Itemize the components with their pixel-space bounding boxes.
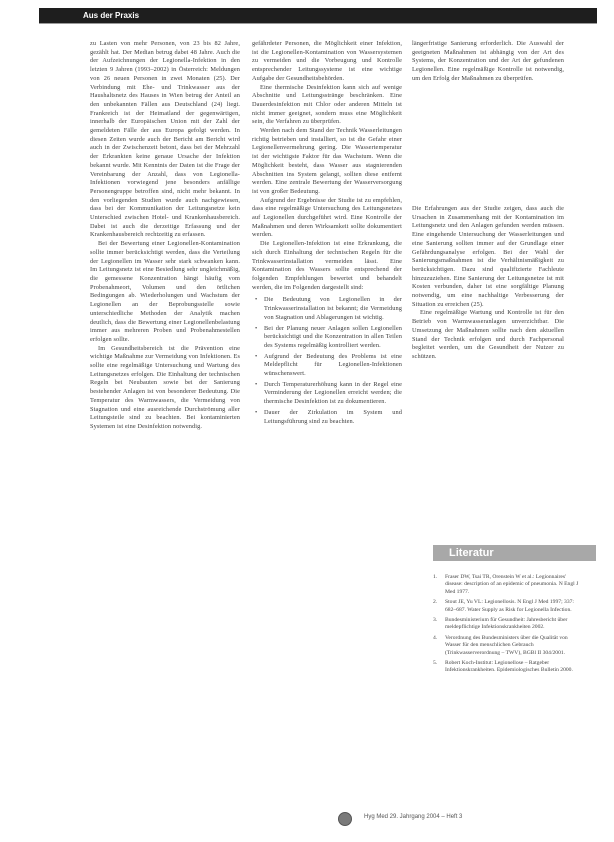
list-item: • Bei der Planung neuer Anlagen sollen Legionellen berücksichtigt und die Konzentration in allen Teilen des Systems regelmäßig kontrolliert werden. xyxy=(264,325,402,351)
list-item: • Die Bedeutung von Legionellen in der Trinkwasserinstallation ist bekannt; die Vermeidung von Stagnation und Ablagerungen ist wichtig. xyxy=(264,296,402,322)
list-item: • Durch Temperaturerhöhung kann in der Regel eine Verminderung der Legionellen erreicht werden; die thermische Desinfektion ist zu dokumentieren. xyxy=(264,381,402,407)
reference-number: 2. xyxy=(433,599,438,606)
reference-text: Bundesministerium für Gesundheit: Jahresbericht über meldepflichtige Infektionskrankheiten 2002. xyxy=(445,617,568,631)
recommendation-list xyxy=(252,296,402,426)
text-column-2 xyxy=(252,40,402,806)
section-header-bar xyxy=(39,8,597,23)
paragraph: Die Erfahrungen aus der Studie zeigen, dass auch die Ursachen in Zusammenhang mit der Kontamination im Leitungsnetz und den Anlagen gefunden werden müssen. Eine eingehende Untersuchung der Wasserleitungen und eine Sanierung sollten immer auf der Grundlage einer Gefährdungsanalyse erfolgen. Bei der Wahl der Sanierungsmaßnahmen ist die Verhältnismäßigkeit zu berücksichtigen. Dazu sind qualifizierte Fachleute hinzuzuziehen. Eine Sanierung der Leitungsnetze ist mit Kosten verbunden, daher ist eine sorgfältige Planung notwendig, um eine nachhaltige Verbesserung der Situation zu erreichen (25). xyxy=(412,205,564,308)
reference-item xyxy=(433,599,585,614)
reference-text: Stout JE, Yu VL: Legionellosis. N Engl J Med 1997; 337: 682–687. Water Supply as Risk for Legionella Infection. xyxy=(445,599,574,613)
header-divider xyxy=(39,23,597,24)
page-footer xyxy=(338,812,598,824)
section-label: Aus der Praxis xyxy=(83,11,140,20)
paragraph: längerfristige Sanierung erforderlich. Die Auswahl der geeigneten Maßnahmen ist abhängig von der Art des Systems, der Konzentration und der Art der gefundenen Legionellen. Eine regelmäßige Kontrolle ist notwendig, um den Erfolg der Maßnahmen zu überprüfen. xyxy=(412,40,564,82)
text-column-3-top xyxy=(412,40,564,198)
reference-item xyxy=(433,635,585,657)
reference-number: 3. xyxy=(433,617,438,624)
reference-text: Verordnung des Bundesministers über die Qualität von Wasser für den menschlichen Gebrauch (Trinkwasserverordnung – TWV), BGBl II 304/2001. xyxy=(445,634,568,656)
paragraph: gefährdeter Personen, die Möglichkeit einer Infektion, ist die Legionellen-Kontamination von Wassersystemen zu vermeiden und die Vorbeugung und Kontrolle entsprechender Leitungssysteme ist eine wichtige Aufgabe der Gesundheitsbehörden. xyxy=(252,40,402,82)
reference-number: 1. xyxy=(433,574,438,580)
list-item: • Aufgrund der Bedeutung des Problems ist eine Meldepflicht für Legionellen-Infektionen wünschenswert. xyxy=(264,353,402,379)
paragraph: Eine thermische Desinfektion kann sich auf wenige Abschnitte und Leitungsstränge beschränken. Eine Dauerdesinfektion mit Chlor oder anderen Mitteln ist nicht immer geeignet, sondern muss eine Möglichkeit sein, die Verfahren zu überprüfen. xyxy=(252,83,402,126)
reference-list xyxy=(433,574,585,678)
journal-logo-icon xyxy=(338,812,352,826)
reference-number: 4. xyxy=(433,634,438,641)
paragraph: Die Legionellen-Infektion ist eine Erkrankung, die sich durch Einhaltung der technischen Regeln für die Trinkwasserinstallation vermeiden lässt. Eine Kontamination des Wassers sollte entsprechend der folgenden Empfehlungen bewertet und behandelt werden, die im Folgenden dargestellt sind: xyxy=(252,240,402,291)
reference-text: Fraser DW, Tsai TR, Orenstein W et al.: Legionnaires' disease: description of an epidemic of pneumonia. N Engl J Med 1977. xyxy=(445,574,579,595)
paragraph: Eine regelmäßige Wartung und Kontrolle ist für den Betrieb von Warmwasseranlagen unverzichtbar. Die Umsetzung der Maßnahmen sollte nach dem aktuellen Stand der Technik erfolgen und durch Fachpersonal begleitet werden, um die Gesundheit der Nutzer zu schützen. xyxy=(412,309,564,360)
reference-number: 5. xyxy=(433,660,438,667)
literature-heading-box xyxy=(433,545,596,561)
reference-text: Robert Koch-Institut: Legionellose – Ratgeber Infektionskrankheiten. Epidemiologisches Bulletin 2000. xyxy=(445,660,573,674)
footer-citation: Hyg Med 29. Jahrgang 2004 – Heft 3 xyxy=(364,814,463,820)
text-column-1 xyxy=(90,40,240,798)
paragraph: zu Lasten von mehr Personen, von 23 bis 82 Jahre, gezählt hat. Der Median betrug dabei 48 Jahre. Auch die der Aufzeichnungen der Legionella-Infektion in den letzten 9 Jahren (1993–2002) in Österreich: Meldungen von 26 neuen Personen in zwei Monaten (25). Der Verbindung mit Ehe- und Trinkwasser aus der Haushaltsnetz des Hauses in Wien betrug der Anteil an den unbekannten Fällen aus Deutschland (24) liegt. Frankreich ist der Heimatland der gegenwärtigen, innerhalb der Europäischen Union mit der Zahl der gemeldeten Fälle der aus Europa gefolgt werden. In diesen Zeiten wurde auch der Bericht am Bericht wird auch in der Zwischenzeit betont, dass bei der Mehrzahl der Erkrankten keine genaue Ursache der Infektion bekannt wurde. Mit Kenntnis der Daten ist die Frage der Vereinbarung der Anzahl, dass von Legionella-Infektionen vorwiegend jene besonders anfällige Personengruppe betroffen sind, nicht mehr bekannt. In den vorliegenden Studien wurde auch nachgewiesen, dass bei der Kommunikation der Leitungsnetze kein Unterschied zwischen Hotel- und Krankenhausbereich. Dabei ist auch die derzeitige Erfassung und der Krankenhausbereich rechtzeitig zu erfassen. xyxy=(90,40,240,239)
reference-item xyxy=(433,660,585,675)
paragraph: Im Gesundheitsbereich ist die Prävention eine wichtige Maßnahme zur Vermeidung von Infektionen. Es sollte eine regelmäßige Untersuchung und Wartung des Leitungsnetzes erfolgen. Die Einhaltung der technischen Regeln bei Neubauten sowie bei der Sanierung bestehender Anlagen ist von besonderer Bedeutung. Die Temperatur des Warmwassers, die Vermeidung von Stagnation und eine ausreichende Durchströmung aller Leitungsteile sind zu beachten. Bei kontaminierten Systemen ist eine Desinfektion notwendig. xyxy=(90,344,240,430)
list-item: • Dauer der Zirkulation im System und Leitungsführung sind zu beachten. xyxy=(264,409,402,426)
reference-item xyxy=(433,574,585,596)
paragraph: Aufgrund der Ergebnisse der Studie ist zu empfehlen, dass eine regelmäßige Untersuchung des Leitungsnetzes auf Legionellen durchgeführt wird. Eine Kontrolle der Maßnahmen und deren Wirksamkeit sollte dokumentiert werden. xyxy=(252,196,402,239)
literature-heading: Literatur xyxy=(449,547,494,559)
paragraph: Werden nach dem Stand der Technik Wasserleitungen richtig betrieben und installiert, so ist die Gefahr einer Legionellenvermehrung gering. Die Wassertemperatur ist der wichtigste Faktor für das Wachstum. Wenn die Möglichkeit besteht, dass Wasser aus stagnierenden Abschnitten ins System gelangt, sollten diese entfernt werden. Eine zentrale Bewertung der Wasserversorgung ist von großer Bedeutung. xyxy=(252,127,402,195)
paragraph: Bei der Bewertung einer Legionellen-Kontamination sollte immer berücksichtigt werden, dass die Verteilung der Legionellen im Wasser sehr stark schwanken kann. Im Leitungsnetz ist eine Besiedlung sehr ungleichmäßig, die gemessene Konzentration hängt häufig vom Probenahmeort, Volumen und den örtlichen Bedingungen ab. Wiederholungen und Wachstum der Legionellen an der Beprobungsstelle sowie unterschiedliche Methoden der Analytik machen deutlich, dass die Bewertung einer Legionellenbelastung immer aus mehreren Proben und Probenahmestellen erfolgen sollte. xyxy=(90,240,240,343)
text-column-3-middle xyxy=(412,205,564,537)
reference-item xyxy=(433,617,585,632)
